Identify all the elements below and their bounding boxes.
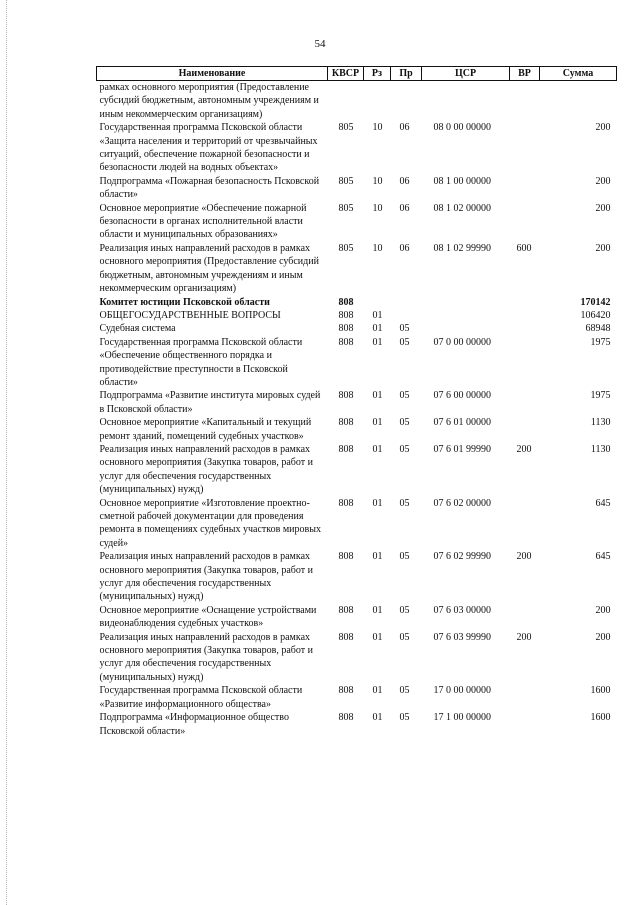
cell-sum: 68948 [585, 323, 611, 335]
table-row [97, 631, 617, 685]
cell-sum: 1975 [590, 390, 611, 402]
cell-pr: 05 [399, 336, 410, 348]
cell-name: Государственная программа Псковской области «Обеспечение общественного порядка и противодействие преступности в Псковской области» [99, 336, 303, 388]
cell-kvsr: 808 [338, 497, 354, 509]
cell-rz: 01 [372, 712, 383, 724]
cell-name: Подпрограмма «Пожарная безопасность Псковской области» [99, 175, 320, 201]
cell-csr: 07 6 00 00000 [433, 390, 491, 402]
cell-name: рамках основного мероприятия (Предоставление субсидий бюджетным, автономным учреждениям и иным некоммерческим организациям) [99, 82, 319, 120]
cell-pr: 06 [399, 242, 410, 254]
table-row [97, 443, 617, 497]
table-row [97, 336, 617, 390]
cell-pr: 05 [399, 631, 410, 643]
cell-rz: 10 [372, 242, 383, 254]
cell-rz: 01 [372, 685, 383, 697]
cell-name: Реализация иных направлений расходов в рамках основного мероприятия (Закупка товаров, работ и услуг для обеспечения государственных (муниципальных) нужд) [99, 551, 313, 603]
cell-sum: 200 [595, 202, 611, 214]
cell-pr: 05 [399, 323, 410, 335]
cell-sum: 1130 [590, 417, 611, 429]
cell-name: Реализация иных направлений расходов в рамках основного мероприятия (Закупка товаров, работ и услуг для обеспечения государственных (муниципальных) нужд) [99, 443, 313, 496]
table-row [97, 296, 617, 309]
table-row [97, 202, 617, 242]
table-body [97, 81, 617, 738]
cell-kvsr: 805 [338, 202, 354, 214]
scan-margin-line [6, 0, 7, 905]
cell-rz [364, 81, 391, 122]
cell-sum: 1600 [590, 685, 611, 697]
cell-pr: 05 [399, 685, 410, 697]
cell-rz: 10 [372, 202, 383, 214]
cell-rz: 01 [372, 551, 383, 563]
cell-rz: 01 [372, 631, 383, 643]
cell-pr: 05 [399, 604, 410, 616]
header-pr: Пр [391, 67, 422, 81]
cell-csr: 07 6 01 99990 [433, 443, 491, 455]
cell-kvsr: 808 [338, 309, 354, 321]
cell-sum: 200 [595, 604, 611, 616]
cell-pr: 05 [399, 443, 410, 455]
cell-kvsr: 808 [338, 712, 354, 724]
cell-pr: 06 [399, 122, 410, 134]
cell-rz: 01 [372, 336, 383, 348]
cell-sum: 200 [595, 631, 611, 643]
cell-vr [510, 309, 540, 322]
cell-kvsr: 808 [338, 685, 354, 697]
cell-vr [510, 336, 540, 390]
cell-sum: 645 [595, 497, 611, 509]
cell-rz: 01 [372, 443, 383, 455]
cell-name: Подпрограмма «Информационное общество Псковской области» [99, 712, 289, 737]
cell-rz: 01 [372, 497, 383, 509]
cell-kvsr: 808 [338, 443, 354, 455]
header-rz: Рз [364, 67, 391, 81]
header-kvsr: КВСР [328, 67, 364, 81]
table-row [97, 550, 617, 604]
cell-sum: 106420 [580, 309, 611, 321]
table-row [97, 175, 617, 202]
cell-vr [510, 711, 540, 738]
cell-csr: 07 6 03 00000 [433, 604, 491, 616]
table-row [97, 416, 617, 443]
cell-sum: 200 [595, 175, 611, 187]
cell-kvsr: 808 [338, 296, 354, 308]
cell-kvsr: 808 [338, 390, 354, 402]
table-row [97, 242, 617, 296]
cell-rz [364, 296, 391, 309]
table-row [97, 497, 617, 551]
cell-csr: 07 6 01 00000 [433, 417, 491, 429]
cell-kvsr [328, 81, 364, 122]
cell-kvsr: 805 [338, 122, 354, 134]
cell-name: Реализация иных направлений расходов в рамках основного мероприятия (Закупка товаров, работ и услуг для обеспечения государственных (муниципальных) нужд) [99, 631, 313, 683]
cell-pr [391, 309, 422, 322]
header-vr: ВР [510, 67, 540, 81]
cell-name: Основное мероприятие «Обеспечение пожарной безопасности в органах исполнительной власти области и муниципальных образованиях» [99, 202, 307, 241]
table-row [97, 711, 617, 738]
cell-vr [510, 322, 540, 335]
cell-csr: 08 0 00 00000 [433, 122, 491, 134]
cell-rz: 10 [372, 175, 383, 187]
cell-vr [510, 121, 540, 175]
cell-rz: 01 [372, 604, 383, 616]
cell-name: Подпрограмма «Развитие института мировых судей в Псковской области» [99, 390, 321, 415]
cell-sum: 1600 [590, 712, 611, 724]
table-row [97, 322, 617, 335]
cell-csr [422, 309, 510, 322]
cell-pr: 05 [399, 390, 410, 402]
cell-rz: 01 [372, 323, 383, 335]
cell-kvsr: 808 [338, 336, 354, 348]
cell-name: Основное мероприятие «Капитальный и текущий ремонт зданий, помещений судебных участков» [99, 417, 312, 442]
cell-rz: 01 [372, 309, 383, 321]
cell-vr: 600 [516, 242, 532, 254]
cell-csr: 08 1 02 99990 [433, 242, 491, 254]
cell-sum [540, 81, 617, 122]
cell-name: Судебная система [99, 323, 176, 335]
table-row [97, 389, 617, 416]
cell-csr: 07 6 02 99990 [433, 551, 491, 563]
cell-csr: 08 1 02 00000 [433, 202, 491, 214]
cell-vr [510, 81, 540, 122]
cell-vr [510, 296, 540, 309]
cell-vr [510, 684, 540, 711]
cell-kvsr: 808 [338, 631, 354, 643]
table-row [97, 684, 617, 711]
cell-sum: 200 [595, 242, 611, 254]
cell-csr [422, 296, 510, 309]
cell-csr: 07 6 02 00000 [433, 497, 491, 509]
cell-sum: 1130 [590, 443, 611, 455]
cell-vr [510, 604, 540, 631]
cell-name: ОБЩЕГОСУДАРСТВЕННЫЕ ВОПРОСЫ [99, 309, 281, 321]
cell-sum: 1975 [590, 336, 611, 348]
budget-table [96, 66, 617, 738]
cell-vr: 200 [516, 631, 532, 643]
table-row [97, 309, 617, 322]
cell-name: Комитет юстиции Псковской области [99, 296, 270, 308]
cell-csr [422, 81, 510, 122]
cell-name: Государственная программа Псковской области «Развитие информационного общества» [99, 685, 303, 710]
header-name: Наименование [97, 67, 328, 81]
cell-vr: 200 [516, 443, 532, 455]
cell-csr: 17 1 00 00000 [433, 712, 491, 724]
cell-kvsr: 808 [338, 551, 354, 563]
table-row [97, 604, 617, 631]
cell-kvsr: 808 [338, 417, 354, 429]
page-number: 54 [314, 38, 326, 50]
cell-csr [422, 322, 510, 335]
table-row [97, 81, 617, 122]
cell-vr [510, 202, 540, 242]
cell-sum: 645 [595, 551, 611, 563]
cell-vr [510, 497, 540, 551]
cell-pr: 05 [399, 712, 410, 724]
cell-pr [391, 296, 422, 309]
cell-vr [510, 389, 540, 416]
cell-pr: 05 [399, 551, 410, 563]
header-csr: ЦСР [422, 67, 510, 81]
cell-rz: 10 [372, 122, 383, 134]
cell-pr: 06 [399, 175, 410, 187]
cell-sum: 170142 [580, 296, 611, 308]
cell-kvsr: 808 [338, 323, 354, 335]
header-sum: Сумма [540, 67, 617, 81]
cell-csr: 08 1 00 00000 [433, 175, 491, 187]
cell-rz: 01 [372, 390, 383, 402]
cell-kvsr: 808 [338, 604, 354, 616]
cell-csr: 17 0 00 00000 [433, 685, 491, 697]
cell-vr [510, 416, 540, 443]
cell-name: Государственная программа Псковской области «Защита населения и территорий от чрезвычайных ситуаций, обеспечение пожарной безопасности и безопасности людей на водных объектах» [99, 122, 318, 174]
cell-vr: 200 [516, 551, 532, 563]
cell-kvsr: 805 [338, 175, 354, 187]
table-row [97, 121, 617, 175]
cell-sum: 200 [595, 122, 611, 134]
table-header-row [97, 67, 617, 81]
cell-rz: 01 [372, 417, 383, 429]
cell-name: Реализация иных направлений расходов в рамках основного мероприятия (Предоставление субсидий бюджетным, автономным учреждениям и иным некоммерческим организациям) [99, 242, 319, 295]
cell-pr: 06 [399, 202, 410, 214]
cell-vr [510, 175, 540, 202]
cell-pr: 05 [399, 497, 410, 509]
cell-pr: 05 [399, 417, 410, 429]
cell-name: Основное мероприятие «Изготовление проектно-сметной рабочей документации для проведения ремонта в помещениях судебных участков мировых судей» [99, 497, 321, 549]
cell-kvsr: 805 [338, 242, 354, 254]
cell-name: Основное мероприятие «Оснащение устройствами видеонаблюдения судебных участков» [99, 604, 317, 630]
cell-csr: 07 0 00 00000 [433, 336, 491, 348]
cell-pr [391, 81, 422, 122]
cell-csr: 07 6 03 99990 [433, 631, 491, 643]
